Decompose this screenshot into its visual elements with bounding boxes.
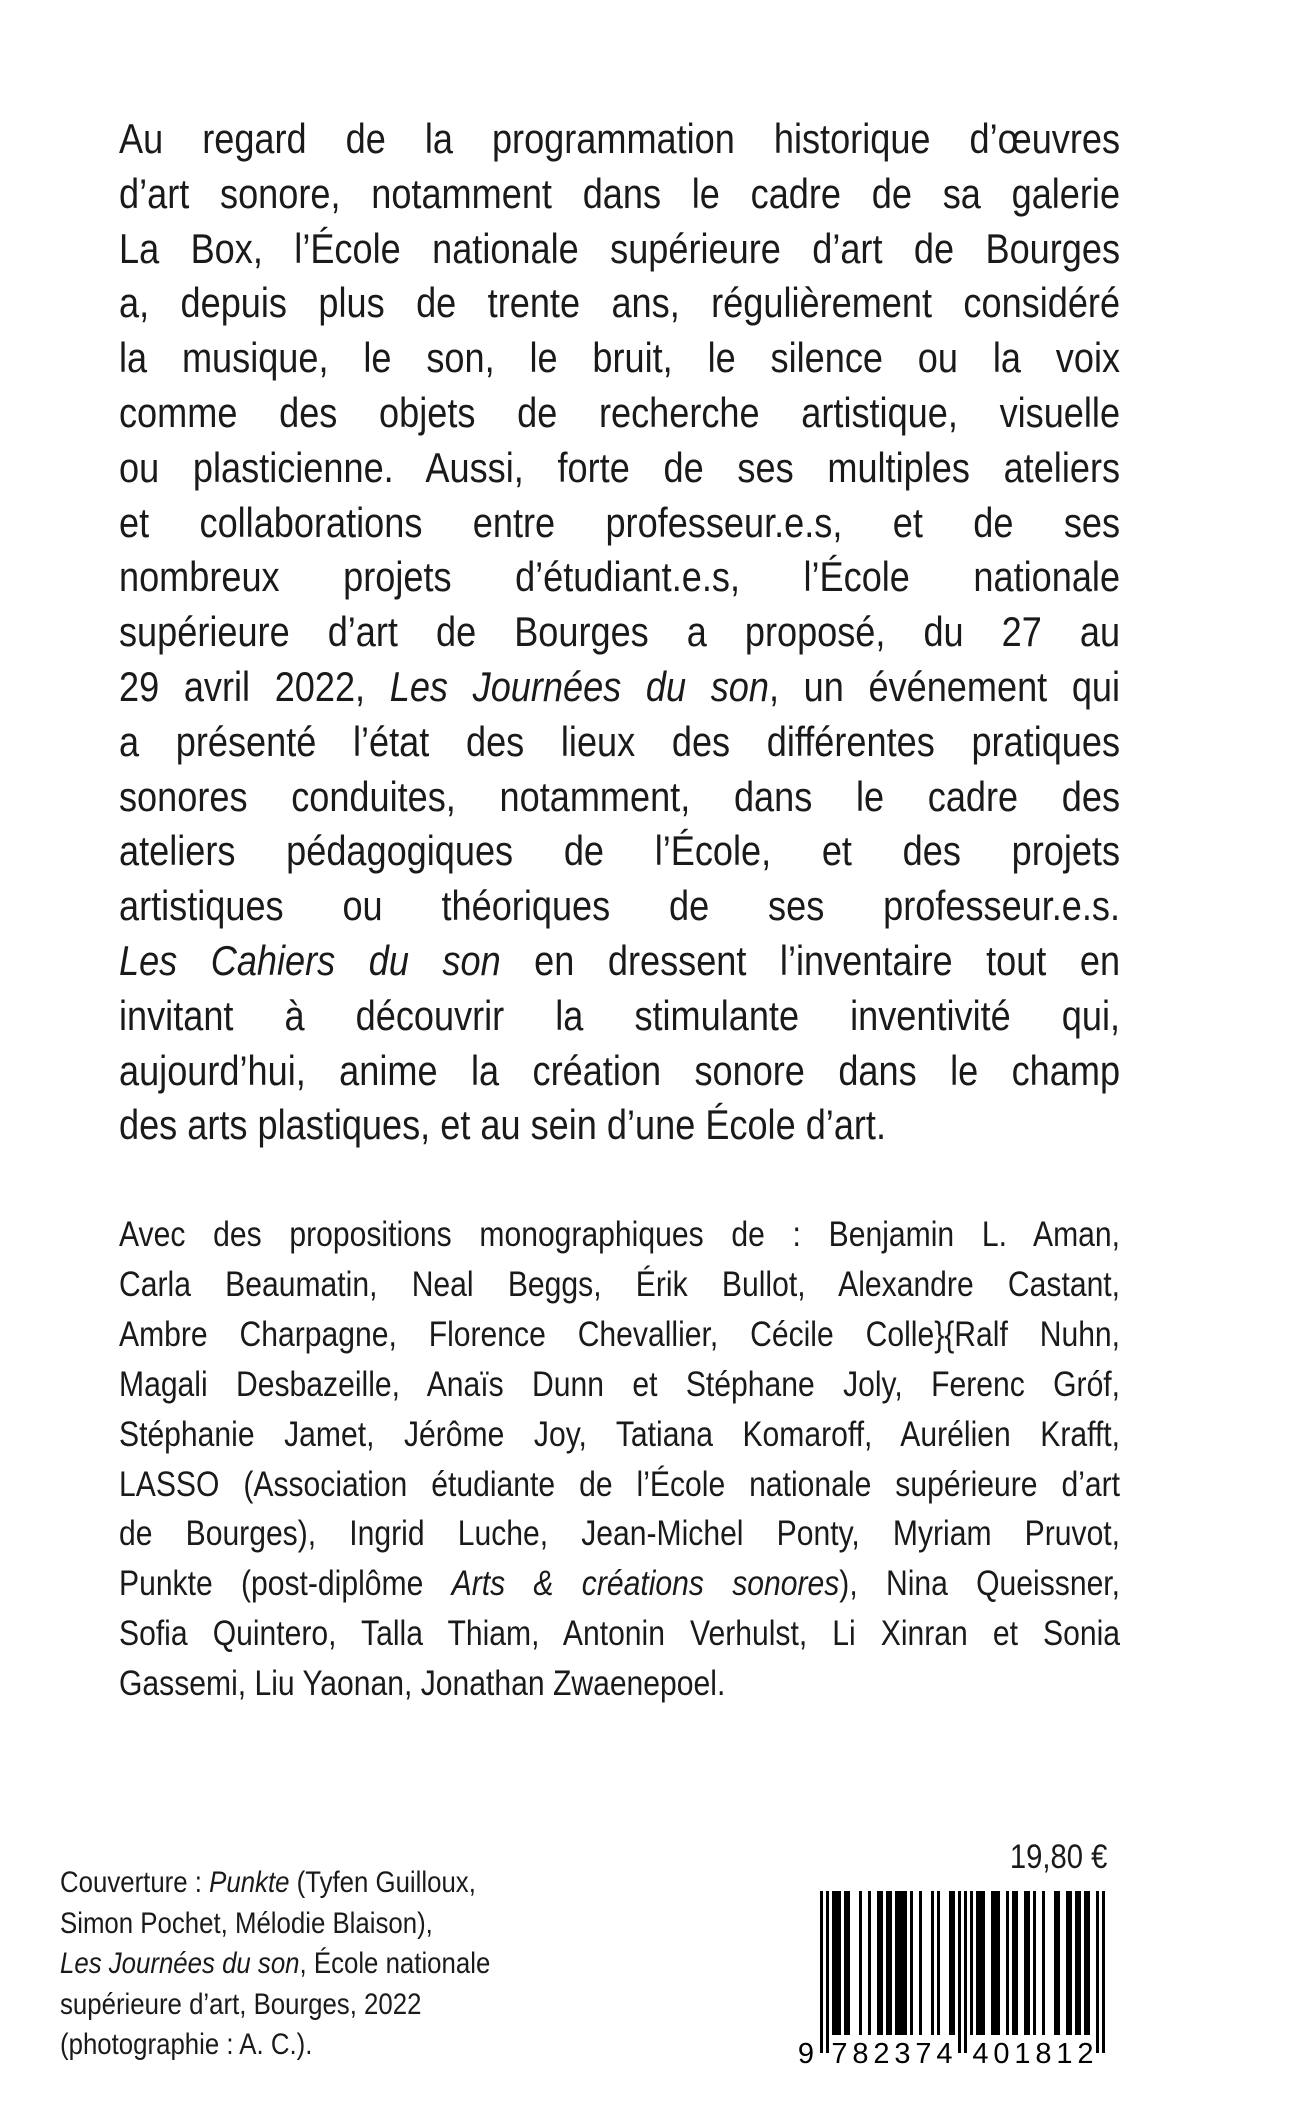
- text-line: [119, 1260, 1120, 1310]
- barcode-bar: [898, 1891, 901, 2035]
- barcode-bar: [919, 1891, 922, 2035]
- text-segment: La Box, l’École nationale supérieure d’art de Bourges: [119, 224, 1121, 272]
- barcode-bar: [997, 1891, 1000, 2035]
- barcode-bar: [826, 1891, 829, 2053]
- barcode-bar: [1042, 1891, 1045, 2035]
- text-line: [119, 934, 1120, 989]
- barcode-digit: 1: [1056, 2038, 1073, 2070]
- barcode-bar: [1012, 1891, 1015, 2035]
- barcode-bar: [964, 1891, 967, 2053]
- text-line: [60, 1863, 662, 1904]
- barcode-bar: [868, 1891, 871, 2035]
- text-line: [119, 496, 1120, 551]
- text-line: [119, 715, 1120, 770]
- barcode-bar: [1069, 1891, 1072, 2035]
- barcode-digit: 3: [894, 2038, 911, 2070]
- description-paragraph: [119, 112, 1120, 1153]
- text-line: [119, 1659, 1120, 1709]
- text-line: [119, 605, 1120, 660]
- text-segment: (photographie : A. C.).: [60, 2028, 313, 2062]
- barcode-digit: 8: [852, 2038, 869, 2070]
- barcode-digit: 7: [831, 2038, 848, 2070]
- barcode-bar: [886, 1891, 889, 2035]
- italic-title: Les Journées du son: [389, 662, 769, 710]
- text-line: [119, 441, 1120, 496]
- text-line: [119, 1410, 1120, 1460]
- text-line: [119, 1609, 1120, 1659]
- barcode-digit: 2: [873, 2038, 890, 2070]
- text-segment: supérieure d’art de Bourges a proposé, du 27 au: [119, 608, 1121, 656]
- italic-title: Les Journées du son: [60, 1947, 300, 1981]
- barcode-bar: [979, 1891, 982, 2035]
- barcode-bar: [859, 1891, 862, 2035]
- barcode-bar: [970, 1891, 973, 2035]
- text-line: [119, 276, 1120, 331]
- text-segment: Carla Beaumatin, Neal Beggs, Érik Bullot, Alexandre Castant,: [119, 1264, 1121, 1304]
- text-segment: Gassemi, Liu Yaonan, Jonathan Zwaenepoel.: [119, 1664, 726, 1704]
- text-line: [119, 1044, 1120, 1099]
- barcode-bar: [937, 1891, 940, 2035]
- text-segment: LASSO (Association étudiante de l’École nationale supérieure d’art: [119, 1464, 1121, 1504]
- barcode-bar: [1096, 1891, 1099, 2053]
- text-line: [119, 1559, 1120, 1609]
- barcode-digit: 2: [1077, 2038, 1094, 2070]
- text-segment: (Tyfen Guilloux,: [289, 1866, 476, 1899]
- text-segment: Au regard de la programmation historique d’œuvres: [119, 115, 1121, 162]
- text-line: [60, 1944, 662, 1985]
- text-segment: Avec des propositions monographiques de : Benjamin L. Aman,: [119, 1215, 1121, 1254]
- text-line: [119, 167, 1120, 222]
- text-segment: Simon Pochet, Mélodie Blaison),: [60, 1906, 433, 1940]
- text-line: [119, 660, 1120, 715]
- text-line: [119, 386, 1120, 441]
- text-segment: sonores conduites, notamment, dans le cadre des: [119, 772, 1121, 820]
- barcode-bar: [910, 1891, 913, 2035]
- text-segment: Punkte (post-diplôme: [119, 1564, 452, 1604]
- barcode-bar: [1033, 1891, 1036, 2035]
- text-segment: supérieure d’art, Bourges, 2022: [60, 1987, 422, 2021]
- text-segment: de Bourges), Ingrid Luche, Jean-Michel Ponty, Myriam Pruvot,: [119, 1514, 1121, 1554]
- text-line: [119, 879, 1120, 934]
- cover-caption: [60, 1863, 662, 2066]
- barcode-bar: [880, 1891, 883, 2035]
- text-segment: des arts plastiques, et au sein d’une École d’art.: [119, 1101, 887, 1149]
- barcode-bar: [901, 1891, 904, 2035]
- barcode-bar: [889, 1891, 892, 2035]
- text-segment: Stéphanie Jamet, Jérôme Joy, Tatiana Komaroff, Aurélien Krafft,: [119, 1414, 1121, 1454]
- italic-title: Punkte: [209, 1866, 290, 1899]
- text-line: [119, 550, 1120, 605]
- barcode-bar: [895, 1891, 898, 2035]
- text-line: [119, 1098, 1120, 1153]
- text-line: [60, 2025, 662, 2066]
- barcode-digit: 1: [1014, 2038, 1031, 2070]
- text-segment: invitant à découvrir la stimulante inventivité qui,: [119, 991, 1121, 1039]
- barcode-digit: 4: [936, 2038, 953, 2070]
- text-segment: ), Nina Queissner,: [839, 1564, 1121, 1604]
- text-segment: ateliers pédagogiques de l’École, et des projets: [119, 827, 1121, 875]
- text-segment: ou plasticienne. Aussi, forte de ses multiples ateliers: [119, 443, 1121, 491]
- text-segment: artistiques ou théoriques de ses professeur.e.s.: [119, 882, 1121, 930]
- barcode-bar: [1006, 1891, 1009, 2035]
- text-line: [119, 331, 1120, 386]
- text-segment: Magali Desbazeille, Anaïs Dunn et Stéphane Joly, Ferenc Gróf,: [119, 1364, 1121, 1404]
- barcode-bar: [835, 1891, 838, 2035]
- italic-title: Arts & créations sonores: [451, 1564, 840, 1604]
- barcode-bar: [1075, 1891, 1078, 2035]
- isbn-barcode: [796, 1891, 1126, 2071]
- barcode-bar: [904, 1891, 907, 2035]
- text-line: [119, 989, 1120, 1044]
- barcode-bar: [931, 1891, 934, 2035]
- text-segment: Sofia Quintero, Talla Thiam, Antonin Verhulst, Li Xinran et Sonia: [119, 1614, 1121, 1654]
- text-line: [119, 222, 1120, 277]
- barcode-digit: 0: [993, 2038, 1010, 2070]
- text-segment: , École nationale: [299, 1947, 491, 1981]
- text-line: [119, 1460, 1120, 1510]
- barcode-digit: 4: [972, 2038, 989, 2070]
- barcode-digit: 7: [915, 2038, 932, 2070]
- barcode-bar: [982, 1891, 985, 2035]
- text-segment: et collaborations entre professeur.e.s, et de ses: [119, 498, 1121, 546]
- text-segment: comme des objets de recherche artistique, visuelle: [119, 388, 1121, 436]
- barcode-bar: [838, 1891, 841, 2035]
- barcode-bar: [1015, 1891, 1018, 2035]
- text-segment: a, depuis plus de trente ans, régulièrement considéré: [119, 279, 1121, 327]
- text-segment: nombreux projets d’étudiant.e.s, l’École nationale: [119, 553, 1121, 601]
- barcode-bar: [877, 1891, 880, 2035]
- text-line: [119, 1360, 1120, 1410]
- text-line: [119, 1509, 1120, 1559]
- text-segment: Couverture :: [60, 1866, 210, 1899]
- text-segment: 29 avril 2022,: [119, 662, 390, 710]
- barcode-bar: [1066, 1891, 1069, 2035]
- barcode-bar: [949, 1891, 952, 2035]
- barcode-bar: [820, 1891, 823, 2053]
- barcode-bar: [847, 1891, 850, 2035]
- text-segment: , un événement qui: [768, 662, 1121, 710]
- text-segment: d’art sonore, notamment dans le cadre de sa galerie: [119, 169, 1121, 217]
- text-line: [119, 824, 1120, 879]
- text-segment: Ambre Charpagne, Florence Chevallier, Cécile Colle}{Ralf Nuhn,: [119, 1314, 1121, 1354]
- barcode-bar: [1057, 1891, 1060, 2035]
- italic-title: Les Cahiers du son: [119, 936, 501, 984]
- text-segment: en dressent l’inventaire tout en: [500, 936, 1121, 984]
- barcode-bar: [844, 1891, 847, 2035]
- barcode-bar: [832, 1891, 835, 2035]
- text-line: [60, 1904, 662, 1945]
- barcode-bar: [1087, 1891, 1090, 2035]
- barcode-bar: [976, 1891, 979, 2035]
- barcode-bar: [1024, 1891, 1027, 2035]
- text-segment: la musique, le son, le bruit, le silence ou la voix: [119, 334, 1121, 382]
- barcode-bar: [958, 1891, 961, 2053]
- text-line: [60, 1985, 662, 2026]
- text-segment: a présenté l’état des lieux des différentes pratiques: [119, 717, 1121, 765]
- text-line: [119, 1210, 1120, 1260]
- barcode-bar: [991, 1891, 994, 2035]
- barcode-bar: [1084, 1891, 1087, 2035]
- text-line: [119, 770, 1120, 825]
- barcode-bar: [1054, 1891, 1057, 2035]
- barcode-bar: [952, 1891, 955, 2035]
- price-label: 19,80 €: [1009, 1838, 1107, 1876]
- barcode-bar: [1078, 1891, 1081, 2035]
- contributors-paragraph: [119, 1210, 1120, 1709]
- barcode-digit: 9: [797, 2038, 815, 2070]
- text-line: [119, 1310, 1120, 1360]
- barcode-bar: [1027, 1891, 1030, 2035]
- barcode-digit: 8: [1035, 2038, 1052, 2070]
- text-line: [119, 112, 1120, 167]
- barcode-bar: [1102, 1891, 1105, 2053]
- barcode-bar: [994, 1891, 997, 2035]
- text-segment: aujourd’hui, anime la création sonore dans le champ: [119, 1046, 1121, 1094]
